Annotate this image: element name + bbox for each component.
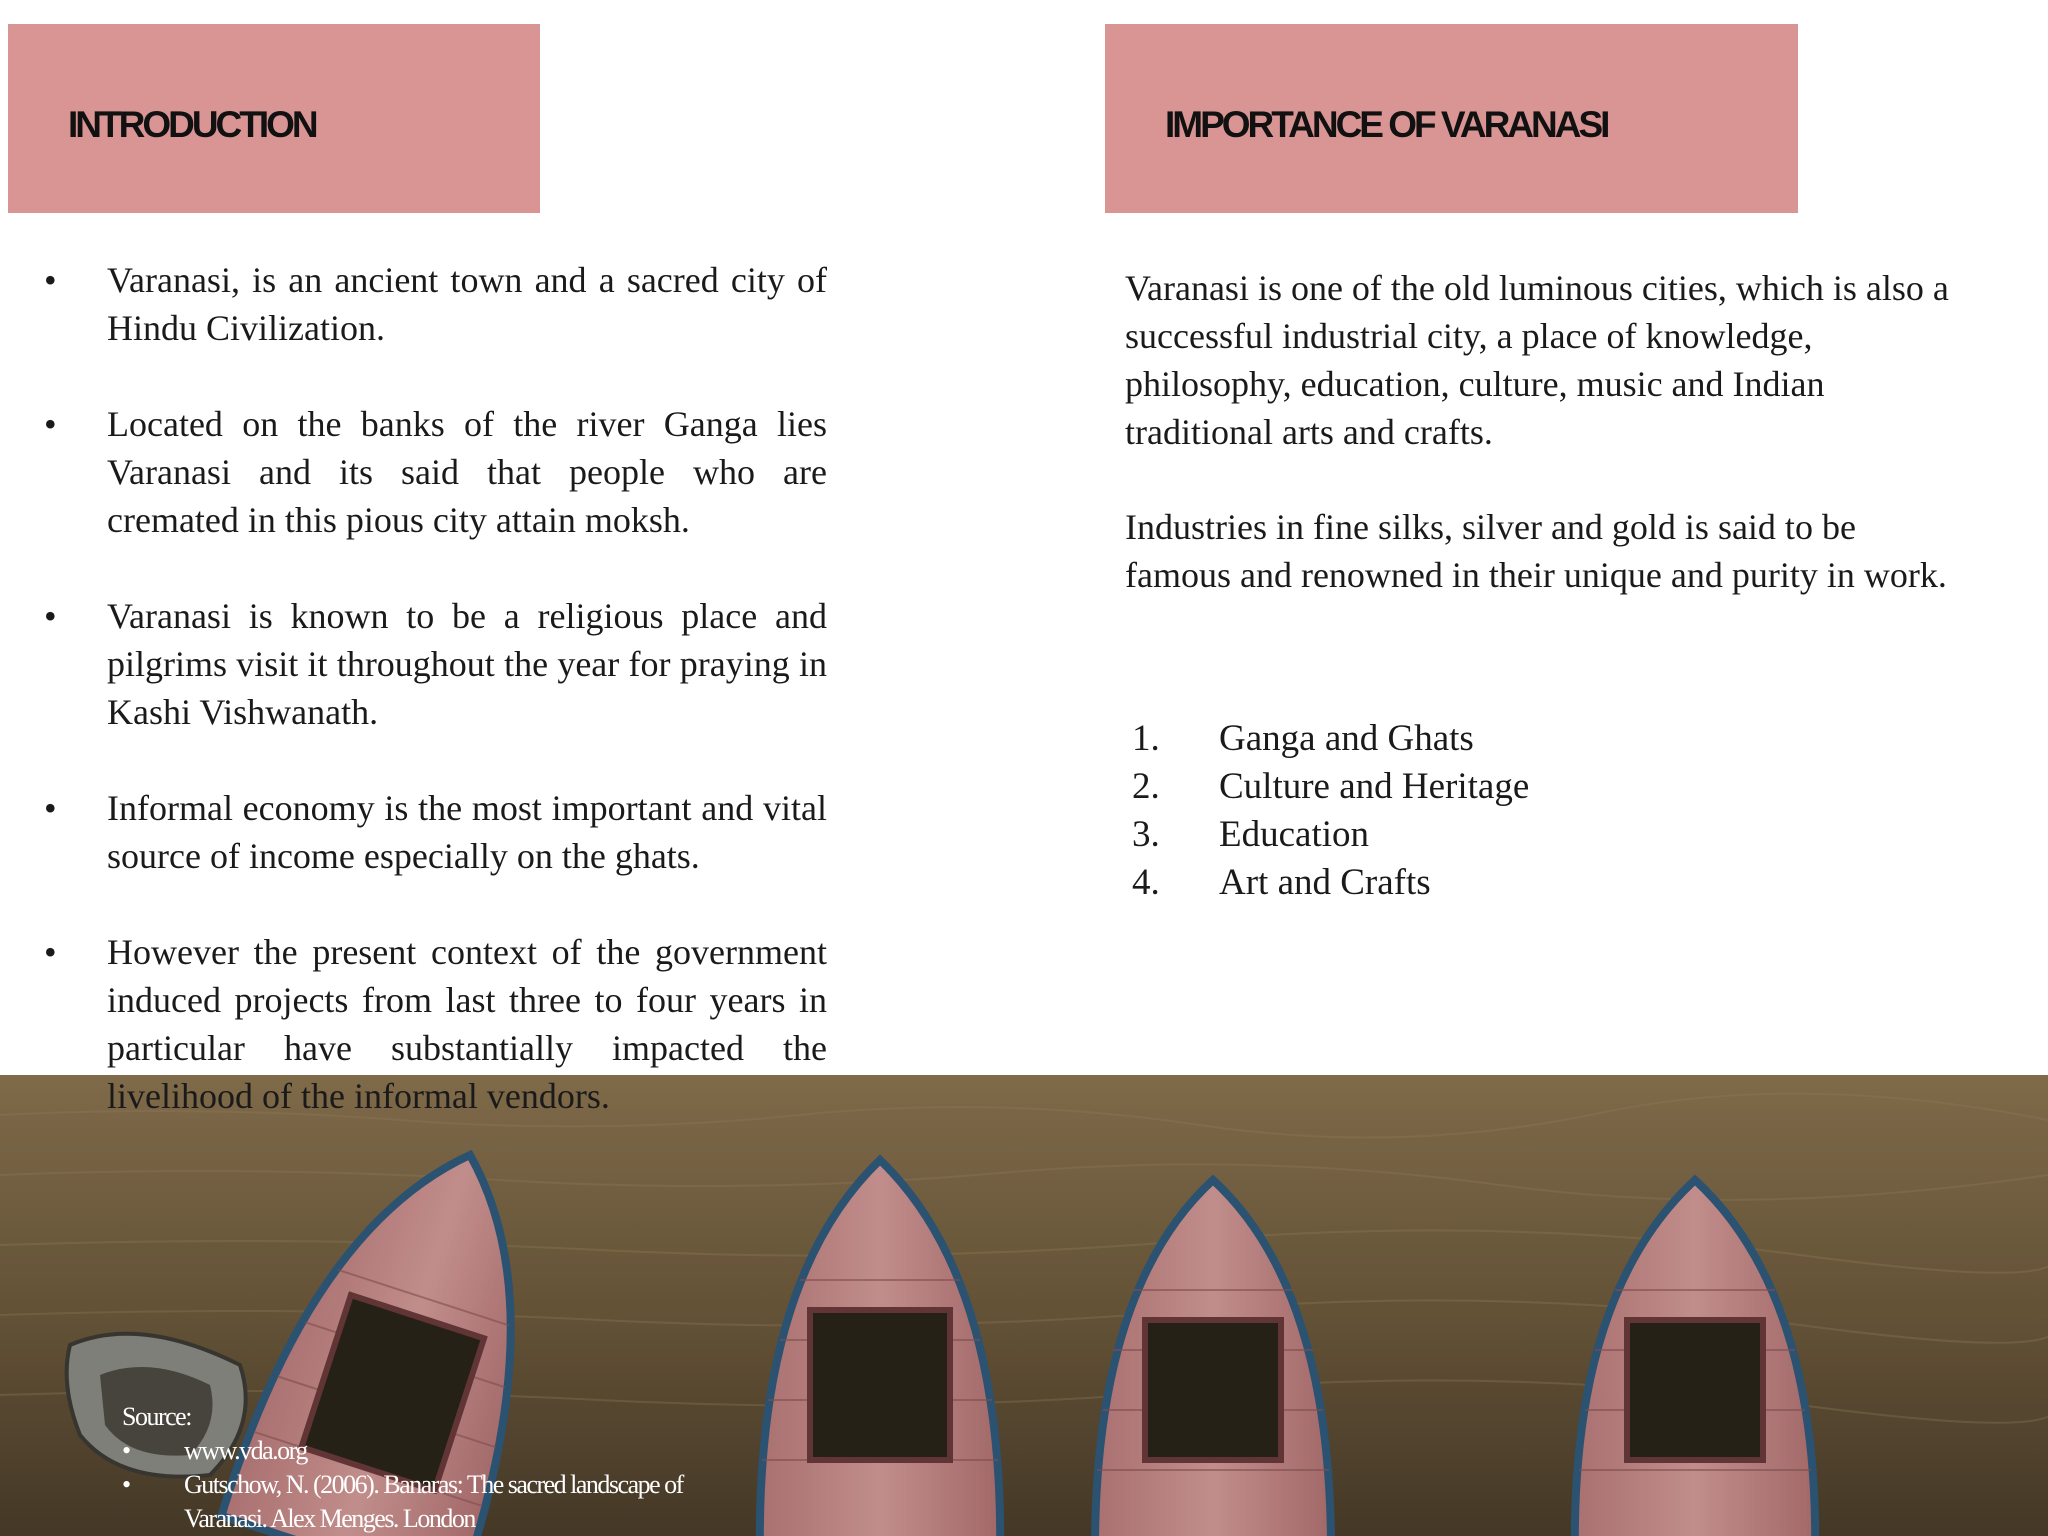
- source-item-text: www.vda.org: [184, 1436, 307, 1465]
- importance-title: IMPORTANCE OF VARANASI: [1165, 104, 1608, 145]
- bullet-text: However the present context of the government induced projects from last three to four years in particular have substantially impacted the livelihood of the informal vendors.: [107, 932, 827, 1116]
- list-label: Education: [1219, 814, 1370, 855]
- bullet-icon: •: [44, 260, 57, 300]
- list-item: [0, 256, 827, 352]
- bullet-text: Informal economy is the most important and vital source of income especially on the ghats.: [107, 788, 827, 876]
- bullet-icon: •: [44, 596, 57, 636]
- list-number: 4.: [1132, 862, 1160, 903]
- introduction-title-box: [8, 24, 540, 213]
- list-item: [0, 592, 827, 736]
- importance-paragraph-1: Varanasi is one of the old luminous cities, which is also a successful industrial city, a place of knowledge, philosophy, education, culture, music and Indian traditional arts and crafts.: [1125, 268, 1949, 452]
- bullet-icon: •: [44, 404, 57, 444]
- source-list: [122, 1434, 704, 1536]
- importance-paragraph-2: Industries in fine silks, silver and gold is said to be famous and renowned in their unique and purity in work.: [1125, 507, 1947, 595]
- list-item: [0, 784, 827, 880]
- importance-title-box: [1105, 24, 1798, 213]
- source-item-text: Gutschow, N. (2006). Banaras: The sacred landscape of Varanasi. Alex Menges. London: [184, 1470, 683, 1533]
- introduction-title: INTRODUCTION: [68, 104, 316, 145]
- list-item: [1132, 715, 1529, 763]
- bullet-text: Varanasi is known to be a religious place and pilgrims visit it throughout the year for praying in Kashi Vishwanath.: [107, 596, 827, 732]
- list-item: [1132, 859, 1529, 907]
- importance-numbered-list: [1132, 715, 1529, 907]
- bullet-text: Varanasi, is an ancient town and a sacred city of Hindu Civilization.: [107, 260, 827, 348]
- list-number: 1.: [1132, 718, 1160, 759]
- list-label: Culture and Heritage: [1219, 766, 1530, 807]
- list-item: [122, 1468, 704, 1536]
- list-item: [122, 1434, 704, 1468]
- list-item: [0, 928, 827, 1120]
- bullet-text: Located on the banks of the river Ganga lies Varanasi and its said that people who are cremated in this pious city attain moksh.: [107, 404, 827, 540]
- bullet-icon: •: [122, 1436, 130, 1465]
- bullet-icon: •: [44, 932, 57, 972]
- bullet-icon: •: [44, 788, 57, 828]
- list-number: 2.: [1132, 766, 1160, 807]
- list-number: 3.: [1132, 814, 1160, 855]
- bullet-icon: •: [122, 1470, 130, 1499]
- list-label: Ganga and Ghats: [1219, 718, 1474, 759]
- source-block: [122, 1400, 704, 1536]
- introduction-bullet-list: [0, 256, 840, 1168]
- list-item: [1132, 763, 1529, 811]
- source-label: Source:: [122, 1402, 191, 1431]
- list-label: Art and Crafts: [1219, 862, 1431, 903]
- list-item: [0, 400, 827, 544]
- list-item: [1132, 811, 1529, 859]
